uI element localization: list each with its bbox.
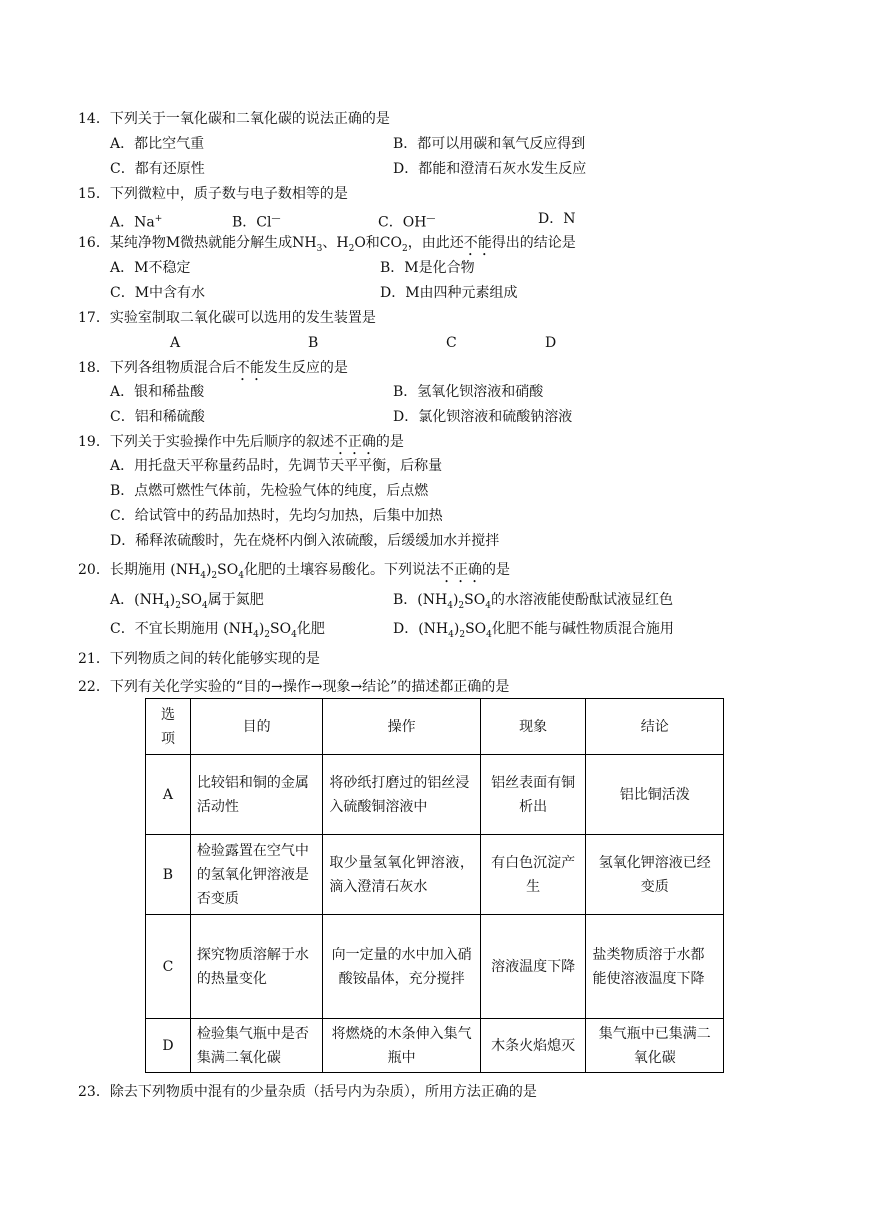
apparatus-label-d: D [545,335,557,351]
table-header-cell: 操作 [323,699,480,755]
q14-option-a: A．都比空气重 [110,136,205,152]
apparatus-label-b: B [308,335,319,351]
table-row [146,835,724,915]
table-cell: 取少量氢氧化钾溶液，滴入澄清石灰水 [323,835,480,915]
table-header-cell: 结论 [586,699,724,755]
table-cell: 将燃烧的木条伸入集气瓶中 [323,1019,480,1073]
q15-option-c: C．OH— [378,214,436,231]
question-22-stem: 22．下列有关化学实验的“目的→操作→现象→结论”的描述都正确的是 [78,679,510,695]
table-cell: 检验露置在空气中的氢氧化钾溶液是否变质 [190,835,323,915]
q18-option-a: A．银和稀盐酸 [110,384,205,400]
q20-option-a: A．$(NH_4)_2SO_4$属于氮肥 [110,592,264,611]
table-header-row [146,699,724,755]
table-cell: A [146,755,191,835]
q20-option-d: D．$(NH_4)_2SO_4$化肥不能与碱性物质混合施用 [393,621,674,640]
q14-option-b: B．都可以用碳和氧气反应得到 [393,136,586,152]
table-row [146,1019,724,1073]
table-cell: 有白色沉淀产 生 [480,835,586,915]
table-cell: 比较铝和铜的金属活动性 [190,755,323,835]
table-cell: 探究物质溶解于水的热量变化 [190,915,323,1019]
table-cell: 铝比铜活泼 [586,755,724,835]
question-14-stem: 14．下列关于一氧化碳和二氧化碳的说法正确的是 [78,111,390,127]
q18-option-b: B．氢氧化钡溶液和硝酸 [393,384,544,400]
table-header-cell: 目的 [190,699,323,755]
question-17-stem: 17．实验室制取二氧化碳可以选用的发生装置是 [78,310,376,326]
table-header-cell: 选 项 [146,699,191,755]
q16-option-a: A．M不稳定 [110,260,191,276]
table-cell: 将砂纸打磨过的铝丝浸入硫酸铜溶液中 [323,755,480,835]
apparatus-label-a: A [170,335,181,351]
question-16-stem: 16．某纯净物M微热就能分解生成$NH_3$、$H_2O$和$CO_2$，由此还不能得出的结论是 [78,235,576,254]
table-header-cell: 现象 [480,699,586,755]
emphasis-mark: 不正确 [439,562,482,578]
q14-option-c: C．都有还原性 [110,161,205,177]
question-21-stem: 21．下列物质之间的转化能够实现的是 [78,651,320,667]
emphasis-mark: 不能 [235,360,264,376]
q15-option-b: B．Cl— [232,214,281,231]
q20-option-c: C．不宜长期施用 $(NH_4)_2SO_4$化肥 [110,621,325,640]
q14-option-d: D．都能和澄清石灰水发生反应 [393,161,587,177]
q19-option-d: D．稀释浓硫酸时，先在烧杯内倒入浓硫酸，后缓缓加水并搅拌 [110,533,500,549]
q19-option-b: B．点燃可燃性气体前，先检验气体的纯度，后点燃 [110,483,429,499]
q18-option-c: C．铝和稀硫酸 [110,409,205,425]
table-cell: 集气瓶中已集满二氧化碳 [586,1019,724,1073]
table-cell: 向一定量的水中加入硝酸铵晶体，充分搅拌 [323,915,480,1019]
q18-option-d: D．氯化钡溶液和硫酸钠溶液 [393,409,573,425]
q15-option-a: A．Na+ [110,214,163,231]
apparatus-label-c: C [446,335,457,351]
table-cell: 氢氧化钾溶液已经 变质 [586,835,724,915]
experiment-table [145,698,724,1073]
table-cell: C [146,915,191,1019]
question-23-stem: 23．除去下列物质中混有的少量杂质（括号内为杂质），所用方法正确的是 [78,1084,537,1100]
q20-option-b: B．$(NH_4)_2SO_4$的水溶液能使酚酞试液显红色 [393,592,673,611]
table-row [146,755,724,835]
table-cell: 检验集气瓶中是否集满二氧化碳 [190,1019,323,1073]
q16-option-d: D．M由四种元素组成 [380,285,518,301]
question-15-stem: 15．下列微粒中，质子数与电子数相等的是 [78,186,348,202]
emphasis-mark: 不能 [463,235,492,251]
table-cell: 铝丝表面有铜 析出 [480,755,586,835]
q15-option-d: D．N [538,211,576,227]
q16-option-b: B．M是化合物 [380,260,475,276]
question-18-stem: 18．下列各组物质混合后不能发生反应的是 [78,360,348,376]
emphasis-mark: 不正确 [333,434,376,450]
table-cell: D [146,1019,191,1073]
table-row [146,915,724,1019]
table-cell: B [146,835,191,915]
q16-option-c: C．M中含有水 [110,285,206,301]
table-cell: 盐类物质溶于水都 能使溶液温度下降 [586,915,724,1019]
question-20-stem: 20．长期施用 $(NH_4)_2SO_4$化肥的土壤容易酸化。下列说法不正确的是 [78,562,510,581]
table-cell: 溶液温度下降 [480,915,586,1019]
q19-option-c: C．给试管中的药品加热时，先均匀加热，后集中加热 [110,508,443,524]
q19-option-a: A．用托盘天平称量药品时，先调节天平平衡，后称量 [110,458,443,474]
question-19-stem: 19．下列关于实验操作中先后顺序的叙述不正确的是 [78,434,404,450]
table-cell: 木条火焰熄灭 [480,1019,586,1073]
